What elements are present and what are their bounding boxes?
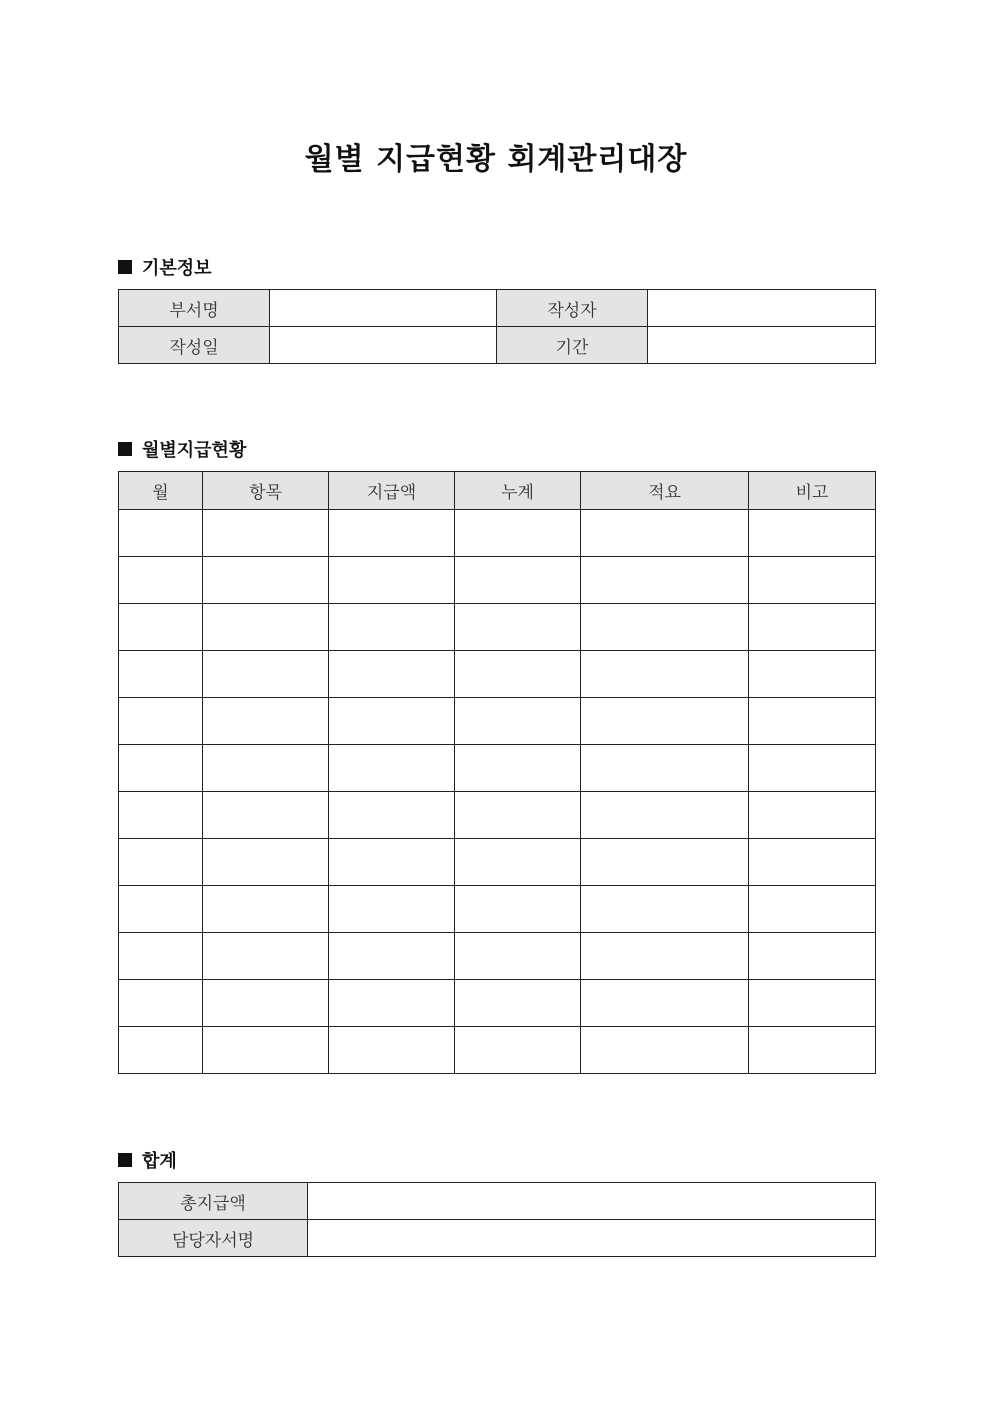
cell-remarks[interactable] [749, 933, 876, 980]
cell-amount[interactable] [329, 745, 455, 792]
cell-amount[interactable] [329, 557, 455, 604]
cell-description[interactable] [581, 792, 749, 839]
cell-month[interactable] [119, 745, 203, 792]
cell-description[interactable] [581, 745, 749, 792]
cell-month[interactable] [119, 792, 203, 839]
column-header-remarks: 비고 [749, 472, 876, 510]
cell-remarks[interactable] [749, 557, 876, 604]
cell-remarks[interactable] [749, 651, 876, 698]
square-bullet-icon [118, 1153, 132, 1167]
cell-description[interactable] [581, 651, 749, 698]
cell-month[interactable] [119, 698, 203, 745]
cell-cumulative[interactable] [455, 792, 581, 839]
table-row [119, 839, 876, 886]
date-value[interactable] [270, 327, 497, 364]
cell-description[interactable] [581, 557, 749, 604]
cell-month[interactable] [119, 557, 203, 604]
cell-amount[interactable] [329, 839, 455, 886]
cell-cumulative[interactable] [455, 980, 581, 1027]
cell-month[interactable] [119, 510, 203, 557]
cell-amount[interactable] [329, 933, 455, 980]
cell-remarks[interactable] [749, 886, 876, 933]
cell-cumulative[interactable] [455, 933, 581, 980]
section-heading-label: 합계 [142, 1151, 177, 1172]
cell-amount[interactable] [329, 651, 455, 698]
cell-item[interactable] [203, 510, 329, 557]
author-value[interactable] [648, 290, 876, 327]
author-label: 작성자 [497, 290, 648, 327]
table-row [119, 980, 876, 1027]
square-bullet-icon [118, 442, 132, 456]
section-heading-label: 기본정보 [142, 258, 212, 279]
cell-remarks[interactable] [749, 698, 876, 745]
cell-description[interactable] [581, 886, 749, 933]
cell-remarks[interactable] [749, 604, 876, 651]
ledger-body [119, 510, 876, 1074]
section-heading-basic-info [118, 254, 212, 280]
cell-description[interactable] [581, 698, 749, 745]
cell-item[interactable] [203, 792, 329, 839]
cell-amount[interactable] [329, 886, 455, 933]
cell-description[interactable] [581, 839, 749, 886]
cell-amount[interactable] [329, 510, 455, 557]
section-heading-label: 월별지급현황 [142, 440, 247, 461]
cell-month[interactable] [119, 1027, 203, 1074]
cell-item[interactable] [203, 1027, 329, 1074]
cell-remarks[interactable] [749, 745, 876, 792]
monthly-ledger-table [118, 471, 876, 1074]
cell-remarks[interactable] [749, 792, 876, 839]
table-row [119, 745, 876, 792]
cell-item[interactable] [203, 745, 329, 792]
cell-cumulative[interactable] [455, 557, 581, 604]
cell-month[interactable] [119, 839, 203, 886]
table-row [119, 933, 876, 980]
cell-item[interactable] [203, 557, 329, 604]
table-row [119, 698, 876, 745]
ledger-header-row [119, 472, 876, 510]
cell-description[interactable] [581, 980, 749, 1027]
basic-info-table [118, 289, 876, 364]
cell-item[interactable] [203, 839, 329, 886]
department-value[interactable] [270, 290, 497, 327]
table-row [119, 604, 876, 651]
column-header-amount: 지급액 [329, 472, 455, 510]
cell-description[interactable] [581, 1027, 749, 1074]
column-header-cumulative: 누계 [455, 472, 581, 510]
cell-remarks[interactable] [749, 980, 876, 1027]
table-row [119, 557, 876, 604]
cell-cumulative[interactable] [455, 1027, 581, 1074]
cell-amount[interactable] [329, 604, 455, 651]
cell-item[interactable] [203, 698, 329, 745]
cell-item[interactable] [203, 604, 329, 651]
table-row [119, 651, 876, 698]
total-amount-value[interactable] [308, 1183, 876, 1220]
cell-cumulative[interactable] [455, 604, 581, 651]
totals-table [118, 1182, 876, 1257]
cell-amount[interactable] [329, 698, 455, 745]
cell-cumulative[interactable] [455, 745, 581, 792]
column-header-item: 항목 [203, 472, 329, 510]
cell-cumulative[interactable] [455, 698, 581, 745]
total-amount-label: 총지급액 [119, 1183, 308, 1220]
section-heading-monthly [118, 436, 246, 462]
cell-cumulative[interactable] [455, 510, 581, 557]
cell-description[interactable] [581, 604, 749, 651]
section-heading-totals [118, 1147, 177, 1173]
cell-cumulative[interactable] [455, 886, 581, 933]
cell-item[interactable] [203, 651, 329, 698]
cell-month[interactable] [119, 933, 203, 980]
cell-item[interactable] [203, 933, 329, 980]
period-label: 기간 [497, 327, 648, 364]
table-row [119, 510, 876, 557]
cell-item[interactable] [203, 980, 329, 1027]
cell-cumulative[interactable] [455, 839, 581, 886]
period-value[interactable] [648, 327, 876, 364]
cell-cumulative[interactable] [455, 651, 581, 698]
cell-month[interactable] [119, 886, 203, 933]
totals-row [119, 1183, 876, 1220]
cell-remarks[interactable] [749, 510, 876, 557]
department-label: 부서명 [119, 290, 270, 327]
cell-month[interactable] [119, 651, 203, 698]
table-row [119, 1027, 876, 1074]
cell-amount[interactable] [329, 980, 455, 1027]
totals-row [119, 1220, 876, 1257]
cell-amount[interactable] [329, 1027, 455, 1074]
manager-signature-label: 담당자서명 [119, 1220, 308, 1257]
cell-month[interactable] [119, 604, 203, 651]
date-label: 작성일 [119, 327, 270, 364]
cell-item[interactable] [203, 886, 329, 933]
table-row [119, 886, 876, 933]
cell-amount[interactable] [329, 792, 455, 839]
document-title: 월별 지급현황 회계관리대장 [304, 142, 688, 177]
cell-description[interactable] [581, 933, 749, 980]
table-row [119, 792, 876, 839]
column-header-description: 적요 [581, 472, 749, 510]
manager-signature-value[interactable] [308, 1220, 876, 1257]
cell-month[interactable] [119, 980, 203, 1027]
square-bullet-icon [118, 260, 132, 274]
column-header-month: 월 [119, 472, 203, 510]
cell-remarks[interactable] [749, 839, 876, 886]
basic-info-row [119, 327, 876, 364]
basic-info-row [119, 290, 876, 327]
cell-description[interactable] [581, 510, 749, 557]
cell-remarks[interactable] [749, 1027, 876, 1074]
